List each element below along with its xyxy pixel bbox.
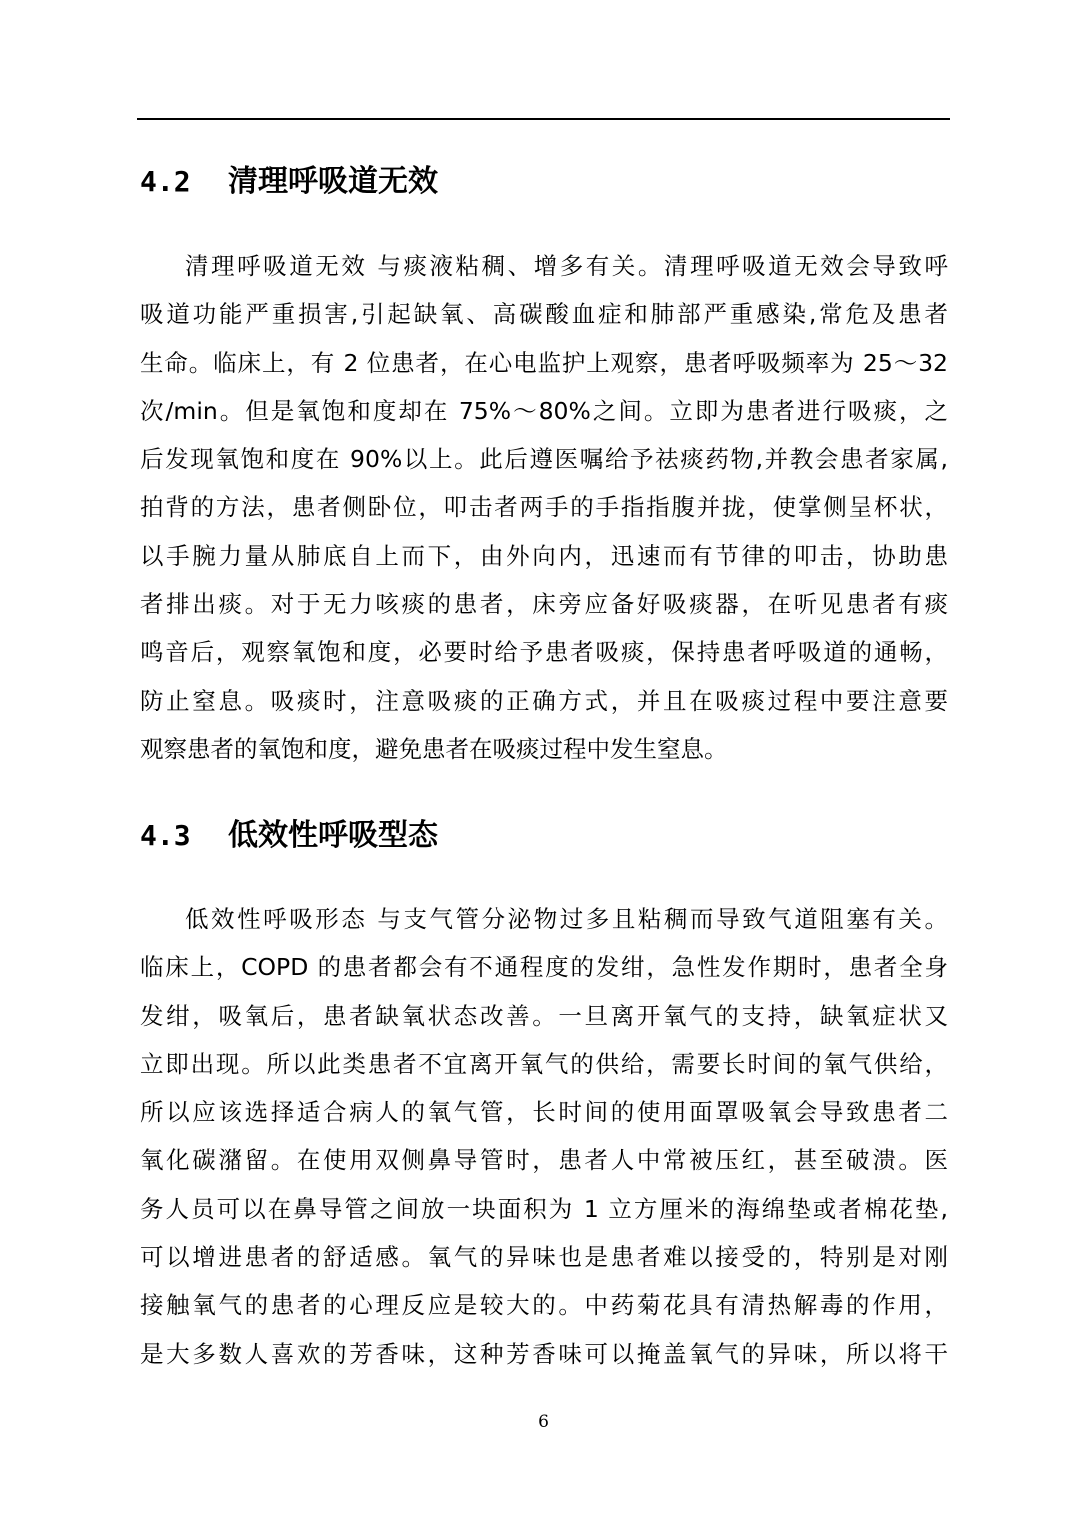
section-heading-4-2 [140, 157, 438, 207]
paragraph-line: 接触氧气的患者的心理反应是较大的。中药菊花具有清热解毒的作用， [140, 1291, 948, 1320]
paragraph-line: 立即出现。所以此类患者不宜离开氧气的供给，需要长时间的氧气供给， [140, 1049, 948, 1078]
section-number: 4.3 [140, 819, 191, 852]
paragraph-line: 鸣音后，观察氧饱和度，必要时给予患者吸痰，保持患者呼吸道的通畅， [140, 638, 948, 667]
section-number: 4.2 [140, 165, 191, 198]
page-number: 6 [538, 1412, 549, 1432]
section-title: 低效性呼吸型态 [228, 818, 438, 853]
paragraph-line: 后发现氧饱和度在 90%以上。此后遵医嘱给予祛痰药物,并教会患者家属, [140, 445, 948, 474]
paragraph-line: 生命。临床上，有 2 位患者，在心电监护上观察，患者呼吸频率为 25～32 [140, 348, 948, 377]
paragraph-line: 清理呼吸道无效 与痰液粘稠、增多有关。清理呼吸道无效会导致呼 [185, 252, 948, 280]
paragraph-line: 者排出痰。对于无力咳痰的患者，床旁应备好吸痰器，在听见患者有痰 [140, 590, 948, 619]
paragraph-line: 防止窒息。吸痰时，注意吸痰的正确方式，并且在吸痰过程中要注意要 [140, 686, 948, 715]
paragraph-line: 吸道功能严重损害,引起缺氧、高碳酸血症和肺部严重感染,常危及患者 [140, 300, 948, 329]
paragraph-line: 观察患者的氧饱和度，避免患者在吸痰过程中发生窒息。 [140, 734, 728, 763]
section-heading-4-3 [140, 811, 438, 861]
paragraph-line: 可以增进患者的舒适感。氧气的异味也是患者难以接受的，特别是对刚 [140, 1243, 948, 1272]
paragraph-line: 低效性呼吸形态 与支气管分泌物过多且粘稠而导致气道阻塞有关。 [185, 905, 948, 933]
paragraph-line: 次/min。但是氧饱和度却在 75%～80%之间。立即为患者进行吸痰，之 [140, 396, 948, 425]
paragraph-line: 发绀，吸氧后，患者缺氧状态改善。一旦离开氧气的支持，缺氧症状又 [140, 1001, 948, 1030]
paragraph-line: 以手腕力量从肺底自上而下，由外向内，迅速而有节律的叩击，协助患 [140, 541, 948, 570]
paragraph-line: 务人员可以在鼻导管之间放一块面积为 1 立方厘米的海绵垫或者棉花垫, [140, 1194, 948, 1223]
paragraph-line: 拍背的方法，患者侧卧位，叩击者两手的手指指腹并拢，使掌侧呈杯状， [140, 493, 948, 522]
section-title: 清理呼吸道无效 [228, 164, 438, 199]
paragraph-line: 氧化碳潴留。在使用双侧鼻导管时，患者人中常被压红，甚至破溃。医 [140, 1146, 948, 1175]
paragraph-line: 是大多数人喜欢的芳香味，这种芳香味可以掩盖氧气的异味，所以将干 [140, 1339, 948, 1368]
paragraph-section-4-3 [140, 895, 948, 1378]
paragraph-section-4-2 [140, 242, 948, 773]
paragraph-line: 临床上，COPD 的患者都会有不通程度的发绀，急性发作期时，患者全身 [140, 953, 948, 982]
paragraph-line: 所以应该选择适合病人的氧气管，长时间的使用面罩吸氧会导致患者二 [140, 1098, 948, 1127]
header-rule [137, 118, 950, 120]
